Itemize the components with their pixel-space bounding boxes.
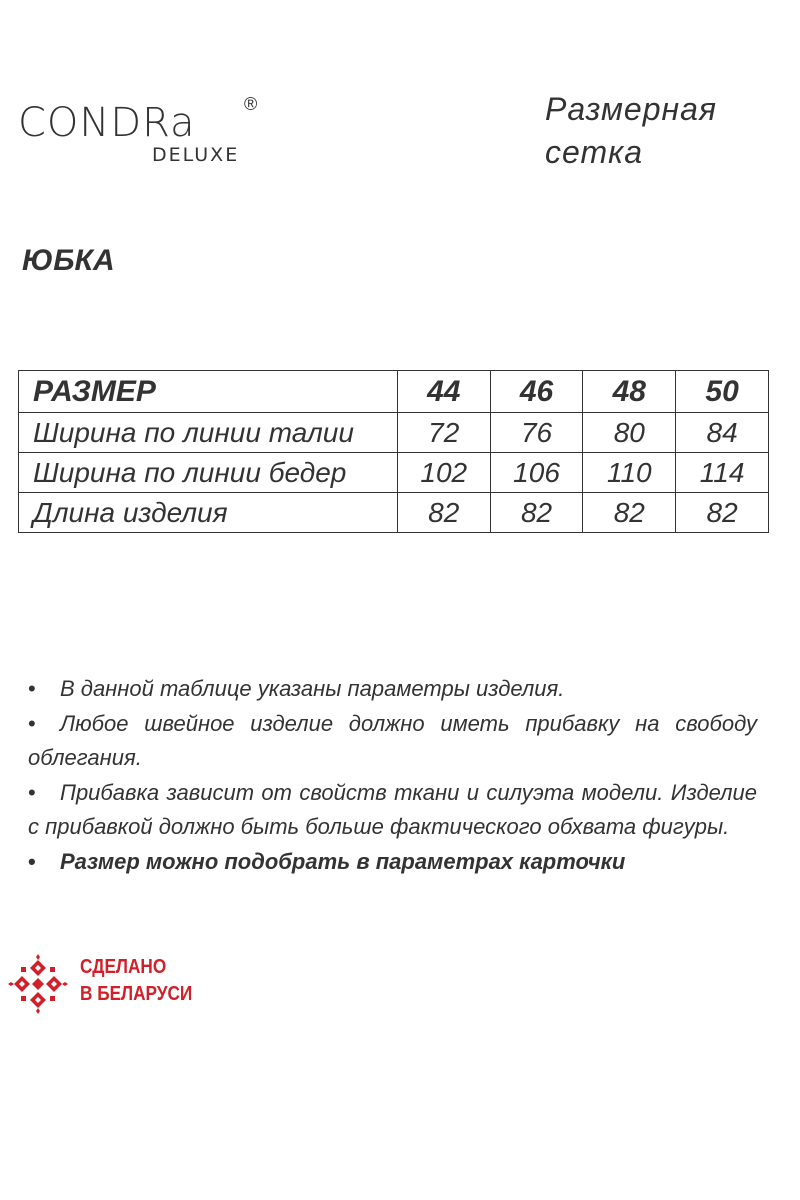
value-cell: 82: [583, 493, 676, 533]
value-cell: 114: [676, 453, 769, 493]
notes-list: [28, 672, 757, 879]
document-title: Размерная сетка: [545, 91, 717, 170]
badge-line-1: СДЕЛАНО: [80, 956, 167, 978]
bullet-icon: •: [28, 710, 36, 736]
registered-mark: ®: [244, 94, 258, 114]
belarus-ornament-icon: [8, 954, 68, 1014]
list-item: [28, 845, 757, 880]
value-cell: 72: [397, 413, 490, 453]
brand-name: CONDRa: [18, 100, 196, 146]
table-row: [19, 453, 769, 493]
note-text: Размер можно подобрать в параметрах карточки: [60, 848, 626, 874]
section-title: ЮБКА: [22, 244, 115, 277]
size-cell: 44: [397, 371, 490, 413]
size-cell: 48: [583, 371, 676, 413]
value-cell: 84: [676, 413, 769, 453]
made-in-belarus-badge: [8, 952, 208, 1012]
row-label: Ширина по линии талии: [19, 413, 398, 453]
bullet-icon: •: [28, 779, 36, 805]
note-text: Прибавка зависит от свойств ткани и силуэта модели. Изделие с прибавкой должно быть больше фактического обхвата фигуры.: [28, 779, 757, 839]
badge-line-2: В БЕЛАРУСИ: [80, 983, 193, 1005]
value-cell: 82: [490, 493, 583, 533]
row-label: Ширина по линии бедер: [19, 453, 398, 493]
note-text: Любое швейное изделие должно иметь прибавку на свободу облегания.: [28, 710, 757, 770]
value-cell: 76: [490, 413, 583, 453]
bullet-icon: •: [28, 676, 36, 701]
header-label: РАЗМЕР: [19, 371, 398, 413]
size-table: [18, 370, 769, 533]
list-item: [28, 672, 757, 707]
bullet-icon: •: [28, 848, 36, 874]
table-row: [19, 413, 769, 453]
value-cell: 102: [397, 453, 490, 493]
value-cell: 82: [676, 493, 769, 533]
value-cell: 82: [397, 493, 490, 533]
brand-logo: [18, 92, 268, 172]
value-cell: 80: [583, 413, 676, 453]
list-item: [28, 707, 757, 776]
size-cell: 50: [676, 371, 769, 413]
value-cell: 110: [583, 453, 676, 493]
badge-label: [80, 954, 192, 1008]
note-text: В данной таблице указаны параметры изделия.: [60, 676, 565, 701]
table-row: [19, 493, 769, 533]
size-cell: 46: [490, 371, 583, 413]
brand-line: DELUXE: [152, 144, 240, 166]
row-label: Длина изделия: [19, 493, 398, 533]
list-item: [28, 776, 757, 845]
value-cell: 106: [490, 453, 583, 493]
table-header-row: [19, 371, 769, 413]
